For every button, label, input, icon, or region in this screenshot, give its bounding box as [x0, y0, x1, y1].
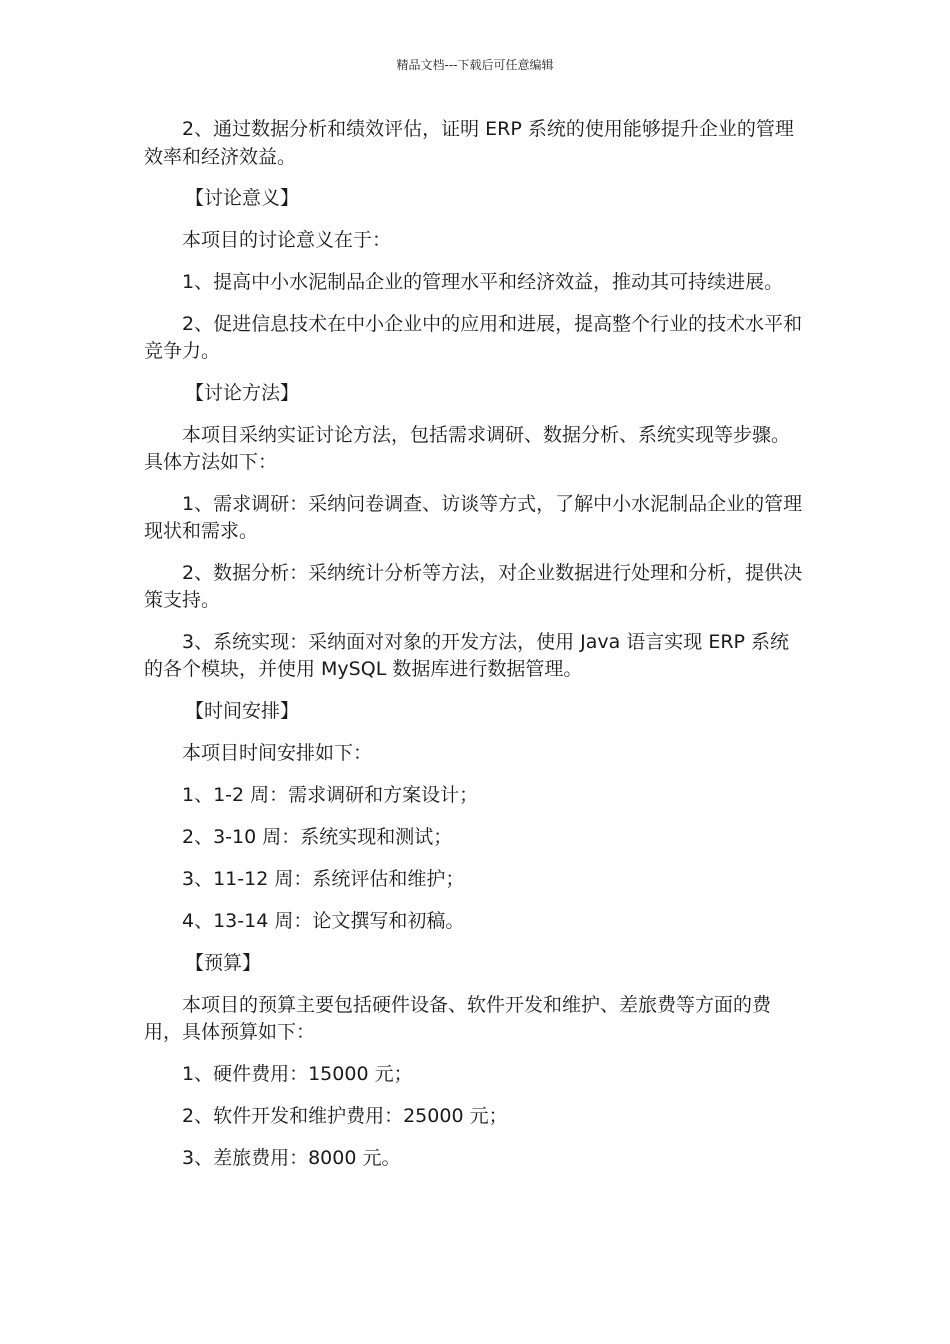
- paragraph: 本项目的讨论意义在于：: [182, 229, 392, 251]
- paragraph: 本项目的预算主要包括硬件设备、软件开发和维护、差旅费等方面的费用，具体预算如下：: [144, 993, 772, 1043]
- list-item: 1、硬件费用：15000 元；: [182, 1062, 413, 1085]
- section-heading-budget: 【预算】: [185, 951, 262, 974]
- paragraph: 2、促进信息技术在中小企业中的应用和进展，提高整个行业的技术水平和竞争力。: [144, 312, 803, 362]
- section-heading-schedule: 【时间安排】: [185, 699, 300, 722]
- list-item: 2、软件开发和维护费用：25000 元；: [182, 1104, 508, 1127]
- list-item: 3、11-12 周：系统评估和维护；: [182, 867, 465, 890]
- paragraph: 2、数据分析：采纳统计分析等方法，对企业数据进行处理和分析，提供决策支持。: [144, 561, 803, 611]
- list-item: 3、差旅费用：8000 元。: [182, 1146, 401, 1169]
- list-item: 1、1-2 周：需求调研和方案设计；: [182, 783, 479, 806]
- section-heading-significance: 【讨论意义】: [185, 187, 300, 209]
- section-heading-method: 【讨论方法】: [185, 381, 300, 404]
- list-item: 2、3-10 周：系统实现和测试；: [182, 825, 453, 848]
- list-item: 4、13-14 周：论文撰写和初稿。: [182, 909, 465, 932]
- document-body: [144, 116, 808, 1187]
- list-item: 本项目时间安排如下：: [182, 741, 373, 764]
- page-header: 精品文档---下载后可任意编辑: [396, 58, 554, 72]
- paragraph: 3、系统实现：采纳面对对象的开发方法，使用 Java 语言实现 ERP 系统的各个模块，并使用 MySQL 数据库进行数据管理。: [144, 630, 790, 680]
- paragraph: 1、提高中小水泥制品企业的管理水平和经济效益，推动其可持续进展。: [182, 271, 784, 293]
- paragraph: 1、需求调研：采纳问卷调查、访谈等方式，了解中小水泥制品企业的管理现状和需求。: [144, 492, 803, 542]
- paragraph: 本项目采纳实证讨论方法，包括需求调研、数据分析、系统实现等步骤。具体方法如下：: [144, 423, 791, 473]
- paragraph: 2、通过数据分析和绩效评估，证明 ERP 系统的使用能够提升企业的管理效率和经济效益。: [144, 118, 794, 168]
